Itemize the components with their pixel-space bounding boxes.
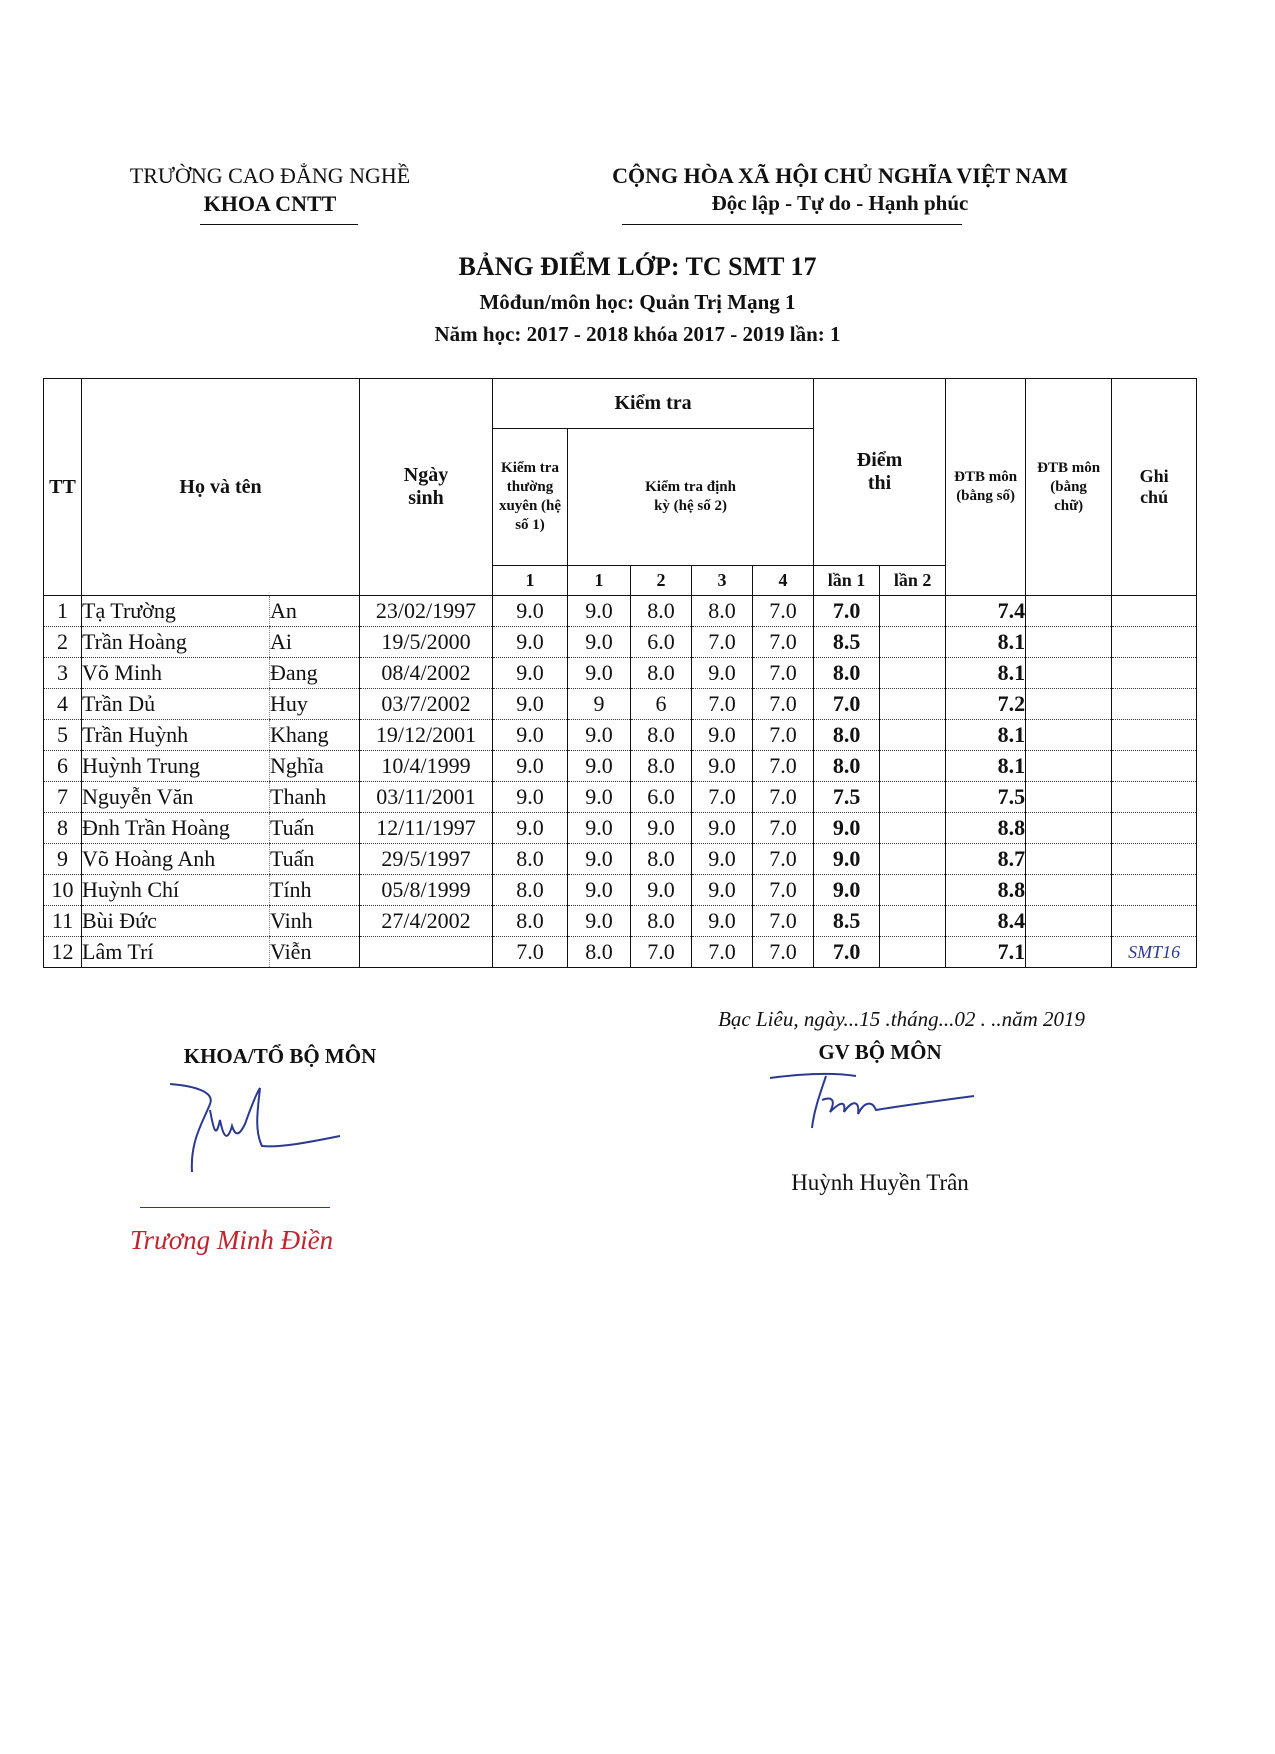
row-avg-num: 8.1: [946, 720, 1026, 751]
header-kiemtra: Kiểm tra: [493, 379, 814, 429]
row-periodic-1: 9.0: [568, 906, 631, 937]
row-dob: 19/12/2001: [360, 720, 493, 751]
row-exam-1: 8.0: [814, 658, 880, 689]
row-periodic-2: 6.0: [631, 782, 692, 813]
row-periodic-2: 6.0: [631, 627, 692, 658]
row-dob: 05/8/1999: [360, 875, 493, 906]
row-dob: 23/02/1997: [360, 596, 493, 627]
row-note: [1112, 689, 1197, 720]
row-avg-num: 8.8: [946, 875, 1026, 906]
row-periodic-4: 7.0: [753, 596, 814, 627]
row-first-name: Tính: [270, 875, 360, 906]
header-sub-regular: 1: [493, 566, 568, 596]
row-last-name: Trần Dủ: [82, 689, 270, 720]
row-tt: 9: [44, 844, 82, 875]
row-periodic-3: 9.0: [692, 658, 753, 689]
row-regular: 9.0: [493, 596, 568, 627]
row-periodic-4: 7.0: [753, 844, 814, 875]
row-dob: [360, 937, 493, 968]
row-periodic-3: 7.0: [692, 689, 753, 720]
row-avg-word: [1026, 627, 1112, 658]
header-periodic: Kiểm tra định kỳ (hệ số 2): [568, 429, 814, 566]
row-note: [1112, 627, 1197, 658]
row-exam-1: 7.0: [814, 689, 880, 720]
row-note: SMT16: [1112, 937, 1197, 968]
row-periodic-2: 9.0: [631, 813, 692, 844]
row-exam-2: [880, 844, 946, 875]
row-last-name: Võ Hoàng Anh: [82, 844, 270, 875]
row-last-name: Lâm Trí: [82, 937, 270, 968]
left-sign-title: KHOA/TỔ BỘ MÔN: [183, 1044, 377, 1068]
row-exam-2: [880, 937, 946, 968]
row-first-name: Đang: [270, 658, 360, 689]
row-exam-1: 8.5: [814, 906, 880, 937]
table-row: [44, 720, 1197, 751]
row-exam-2: [880, 689, 946, 720]
right-signer-name: Huỳnh Huyền Trân: [791, 1170, 969, 1195]
row-regular: 9.0: [493, 782, 568, 813]
row-note: [1112, 658, 1197, 689]
header-sub-p1: 1: [568, 566, 631, 596]
row-avg-num: 8.8: [946, 813, 1026, 844]
row-first-name: Nghĩa: [270, 751, 360, 782]
row-exam-1: 9.0: [814, 875, 880, 906]
row-exam-1: 9.0: [814, 813, 880, 844]
row-periodic-3: 9.0: [692, 720, 753, 751]
row-periodic-4: 7.0: [753, 627, 814, 658]
table-row: [44, 751, 1197, 782]
row-avg-word: [1026, 720, 1112, 751]
row-dob: 29/5/1997: [360, 844, 493, 875]
row-last-name: Nguyễn Văn: [82, 782, 270, 813]
header-sub-exam2: lần 2: [880, 566, 946, 596]
row-avg-word: [1026, 751, 1112, 782]
row-dob: 08/4/2002: [360, 658, 493, 689]
header-sub-p3: 3: [692, 566, 753, 596]
row-avg-word: [1026, 875, 1112, 906]
row-periodic-1: 9: [568, 689, 631, 720]
year-line: Năm học: 2017 - 2018 khóa 2017 - 2019 lần: 1: [434, 322, 841, 346]
row-exam-1: 8.5: [814, 627, 880, 658]
row-periodic-2: 7.0: [631, 937, 692, 968]
row-last-name: Trần Hoàng: [82, 627, 270, 658]
row-first-name: Vinh: [270, 906, 360, 937]
row-regular: 9.0: [493, 720, 568, 751]
department-name: KHOA CNTT: [203, 191, 337, 216]
header-avg-num: ĐTB môn (bằng số): [946, 379, 1026, 596]
country-name: CỘNG HÒA XÃ HỘI CHỦ NGHĨA VIỆT NAM: [612, 163, 1068, 188]
place-date: Bạc Liêu, ngày...15 .tháng...02 . ..năm 2019: [718, 1007, 1085, 1031]
row-tt: 12: [44, 937, 82, 968]
row-regular: 8.0: [493, 844, 568, 875]
header-note: Ghi chú: [1112, 379, 1197, 596]
row-periodic-4: 7.0: [753, 751, 814, 782]
row-regular: 8.0: [493, 875, 568, 906]
row-dob: 12/11/1997: [360, 813, 493, 844]
row-periodic-3: 8.0: [692, 596, 753, 627]
row-periodic-2: 9.0: [631, 875, 692, 906]
table-row: [44, 689, 1197, 720]
row-last-name: Đnh Trần Hoàng: [82, 813, 270, 844]
row-regular: 9.0: [493, 751, 568, 782]
row-first-name: An: [270, 596, 360, 627]
row-periodic-1: 9.0: [568, 627, 631, 658]
row-tt: 3: [44, 658, 82, 689]
row-periodic-3: 7.0: [692, 782, 753, 813]
row-periodic-2: 8.0: [631, 658, 692, 689]
grade-table-body: [44, 596, 1197, 968]
row-note: [1112, 751, 1197, 782]
row-exam-1: 9.0: [814, 844, 880, 875]
row-avg-num: 7.4: [946, 596, 1026, 627]
row-first-name: Viễn: [270, 937, 360, 968]
row-avg-num: 8.1: [946, 627, 1026, 658]
row-periodic-3: 7.0: [692, 627, 753, 658]
row-periodic-3: 9.0: [692, 875, 753, 906]
row-tt: 6: [44, 751, 82, 782]
row-periodic-3: 9.0: [692, 844, 753, 875]
table-row: [44, 782, 1197, 813]
row-periodic-4: 7.0: [753, 689, 814, 720]
row-exam-2: [880, 782, 946, 813]
table-row: [44, 596, 1197, 627]
row-note: [1112, 782, 1197, 813]
row-periodic-1: 9.0: [568, 782, 631, 813]
row-avg-word: [1026, 906, 1112, 937]
row-periodic-4: 7.0: [753, 937, 814, 968]
row-periodic-1: 9.0: [568, 751, 631, 782]
row-periodic-1: 9.0: [568, 596, 631, 627]
school-header: [60, 163, 480, 217]
header-avg-word: ĐTB môn (bằng chữ): [1026, 379, 1112, 596]
row-last-name: Tạ Trường: [82, 596, 270, 627]
left-signature-icon: [150, 1080, 370, 1190]
row-periodic-4: 7.0: [753, 906, 814, 937]
row-first-name: Thanh: [270, 782, 360, 813]
row-exam-2: [880, 906, 946, 937]
row-dob: 27/4/2002: [360, 906, 493, 937]
table-row: [44, 658, 1197, 689]
national-header: [540, 163, 1140, 216]
row-first-name: Ai: [270, 627, 360, 658]
right-sign-title: GV BỘ MÔN: [818, 1040, 942, 1064]
row-tt: 5: [44, 720, 82, 751]
row-note: [1112, 813, 1197, 844]
row-periodic-4: 7.0: [753, 813, 814, 844]
row-periodic-2: 8.0: [631, 844, 692, 875]
row-periodic-1: 9.0: [568, 844, 631, 875]
row-note: [1112, 906, 1197, 937]
row-note: [1112, 844, 1197, 875]
table-row: [44, 937, 1197, 968]
row-dob: 19/5/2000: [360, 627, 493, 658]
row-periodic-2: 8.0: [631, 906, 692, 937]
row-periodic-3: 9.0: [692, 813, 753, 844]
row-last-name: Huỳnh Trung: [82, 751, 270, 782]
row-avg-word: [1026, 813, 1112, 844]
row-regular: 8.0: [493, 906, 568, 937]
row-periodic-1: 8.0: [568, 937, 631, 968]
row-regular: 9.0: [493, 813, 568, 844]
table-row: [44, 875, 1197, 906]
row-avg-num: 8.1: [946, 751, 1026, 782]
row-periodic-1: 9.0: [568, 720, 631, 751]
row-exam-1: 8.0: [814, 720, 880, 751]
row-periodic-1: 9.0: [568, 658, 631, 689]
row-tt: 2: [44, 627, 82, 658]
row-regular: 9.0: [493, 627, 568, 658]
row-periodic-4: 7.0: [753, 720, 814, 751]
row-exam-2: [880, 875, 946, 906]
row-avg-word: [1026, 844, 1112, 875]
row-tt: 10: [44, 875, 82, 906]
header-dob: Ngày sinh: [360, 379, 493, 596]
row-periodic-4: 7.0: [753, 875, 814, 906]
row-avg-word: [1026, 658, 1112, 689]
table-row: [44, 906, 1197, 937]
row-note: [1112, 875, 1197, 906]
row-first-name: Khang: [270, 720, 360, 751]
row-avg-word: [1026, 782, 1112, 813]
row-tt: 1: [44, 596, 82, 627]
row-avg-num: 7.1: [946, 937, 1026, 968]
row-avg-num: 7.5: [946, 782, 1026, 813]
row-note: [1112, 720, 1197, 751]
row-exam-2: [880, 596, 946, 627]
row-avg-word: [1026, 689, 1112, 720]
row-periodic-2: 8.0: [631, 720, 692, 751]
row-periodic-1: 9.0: [568, 813, 631, 844]
left-signer-name: Trương Minh Điền: [130, 1225, 334, 1255]
header-exam: Điểm thi: [814, 379, 946, 566]
row-periodic-3: 9.0: [692, 906, 753, 937]
row-dob: 03/7/2002: [360, 689, 493, 720]
row-last-name: Trần Huỳnh: [82, 720, 270, 751]
page-title: BẢNG ĐIỂM LỚP: TC SMT 17: [458, 252, 817, 281]
header-sub-p4: 4: [753, 566, 814, 596]
row-periodic-1: 9.0: [568, 875, 631, 906]
row-exam-2: [880, 658, 946, 689]
row-last-name: Huỳnh Chí: [82, 875, 270, 906]
row-periodic-4: 7.0: [753, 658, 814, 689]
row-exam-1: 7.0: [814, 596, 880, 627]
national-motto: Độc lập - Tự do - Hạnh phúc: [711, 191, 969, 215]
row-avg-word: [1026, 596, 1112, 627]
row-tt: 7: [44, 782, 82, 813]
row-exam-2: [880, 751, 946, 782]
row-dob: 10/4/1999: [360, 751, 493, 782]
row-tt: 11: [44, 906, 82, 937]
table-row: [44, 813, 1197, 844]
row-avg-word: [1026, 937, 1112, 968]
row-periodic-3: 9.0: [692, 751, 753, 782]
header-sub-exam1: lần 1: [814, 566, 880, 596]
row-avg-num: 8.1: [946, 658, 1026, 689]
motto-underline: [622, 224, 962, 225]
department-underline: [200, 224, 358, 225]
left-signature-line: [140, 1207, 330, 1208]
row-periodic-3: 7.0: [692, 937, 753, 968]
row-periodic-2: 6: [631, 689, 692, 720]
header-sub-p2: 2: [631, 566, 692, 596]
row-periodic-2: 8.0: [631, 751, 692, 782]
row-last-name: Võ Minh: [82, 658, 270, 689]
row-avg-num: 7.2: [946, 689, 1026, 720]
row-avg-num: 8.7: [946, 844, 1026, 875]
row-exam-1: 7.0: [814, 937, 880, 968]
grade-table: [43, 378, 1197, 968]
row-avg-num: 8.4: [946, 906, 1026, 937]
right-signature-icon: [760, 1070, 990, 1140]
row-first-name: Tuấn: [270, 813, 360, 844]
module-line: Môđun/môn học: Quản Trị Mạng 1: [479, 290, 796, 314]
row-regular: 9.0: [493, 658, 568, 689]
row-tt: 4: [44, 689, 82, 720]
header-tt: TT: [44, 379, 82, 596]
row-note: [1112, 596, 1197, 627]
row-regular: 9.0: [493, 689, 568, 720]
table-row: [44, 627, 1197, 658]
row-exam-1: 8.0: [814, 751, 880, 782]
header-regular: Kiểm tra thường xuyên (hệ số 1): [493, 429, 568, 566]
school-name: TRƯỜNG CAO ĐẲNG NGHỀ: [129, 163, 411, 188]
row-tt: 8: [44, 813, 82, 844]
row-regular: 7.0: [493, 937, 568, 968]
row-periodic-4: 7.0: [753, 782, 814, 813]
row-first-name: Tuấn: [270, 844, 360, 875]
row-dob: 03/11/2001: [360, 782, 493, 813]
row-periodic-2: 8.0: [631, 596, 692, 627]
row-exam-1: 7.5: [814, 782, 880, 813]
header-name: Họ và tên: [82, 379, 360, 596]
row-first-name: Huy: [270, 689, 360, 720]
table-row: [44, 844, 1197, 875]
row-exam-2: [880, 720, 946, 751]
row-exam-2: [880, 627, 946, 658]
row-exam-2: [880, 813, 946, 844]
row-last-name: Bùi Đức: [82, 906, 270, 937]
